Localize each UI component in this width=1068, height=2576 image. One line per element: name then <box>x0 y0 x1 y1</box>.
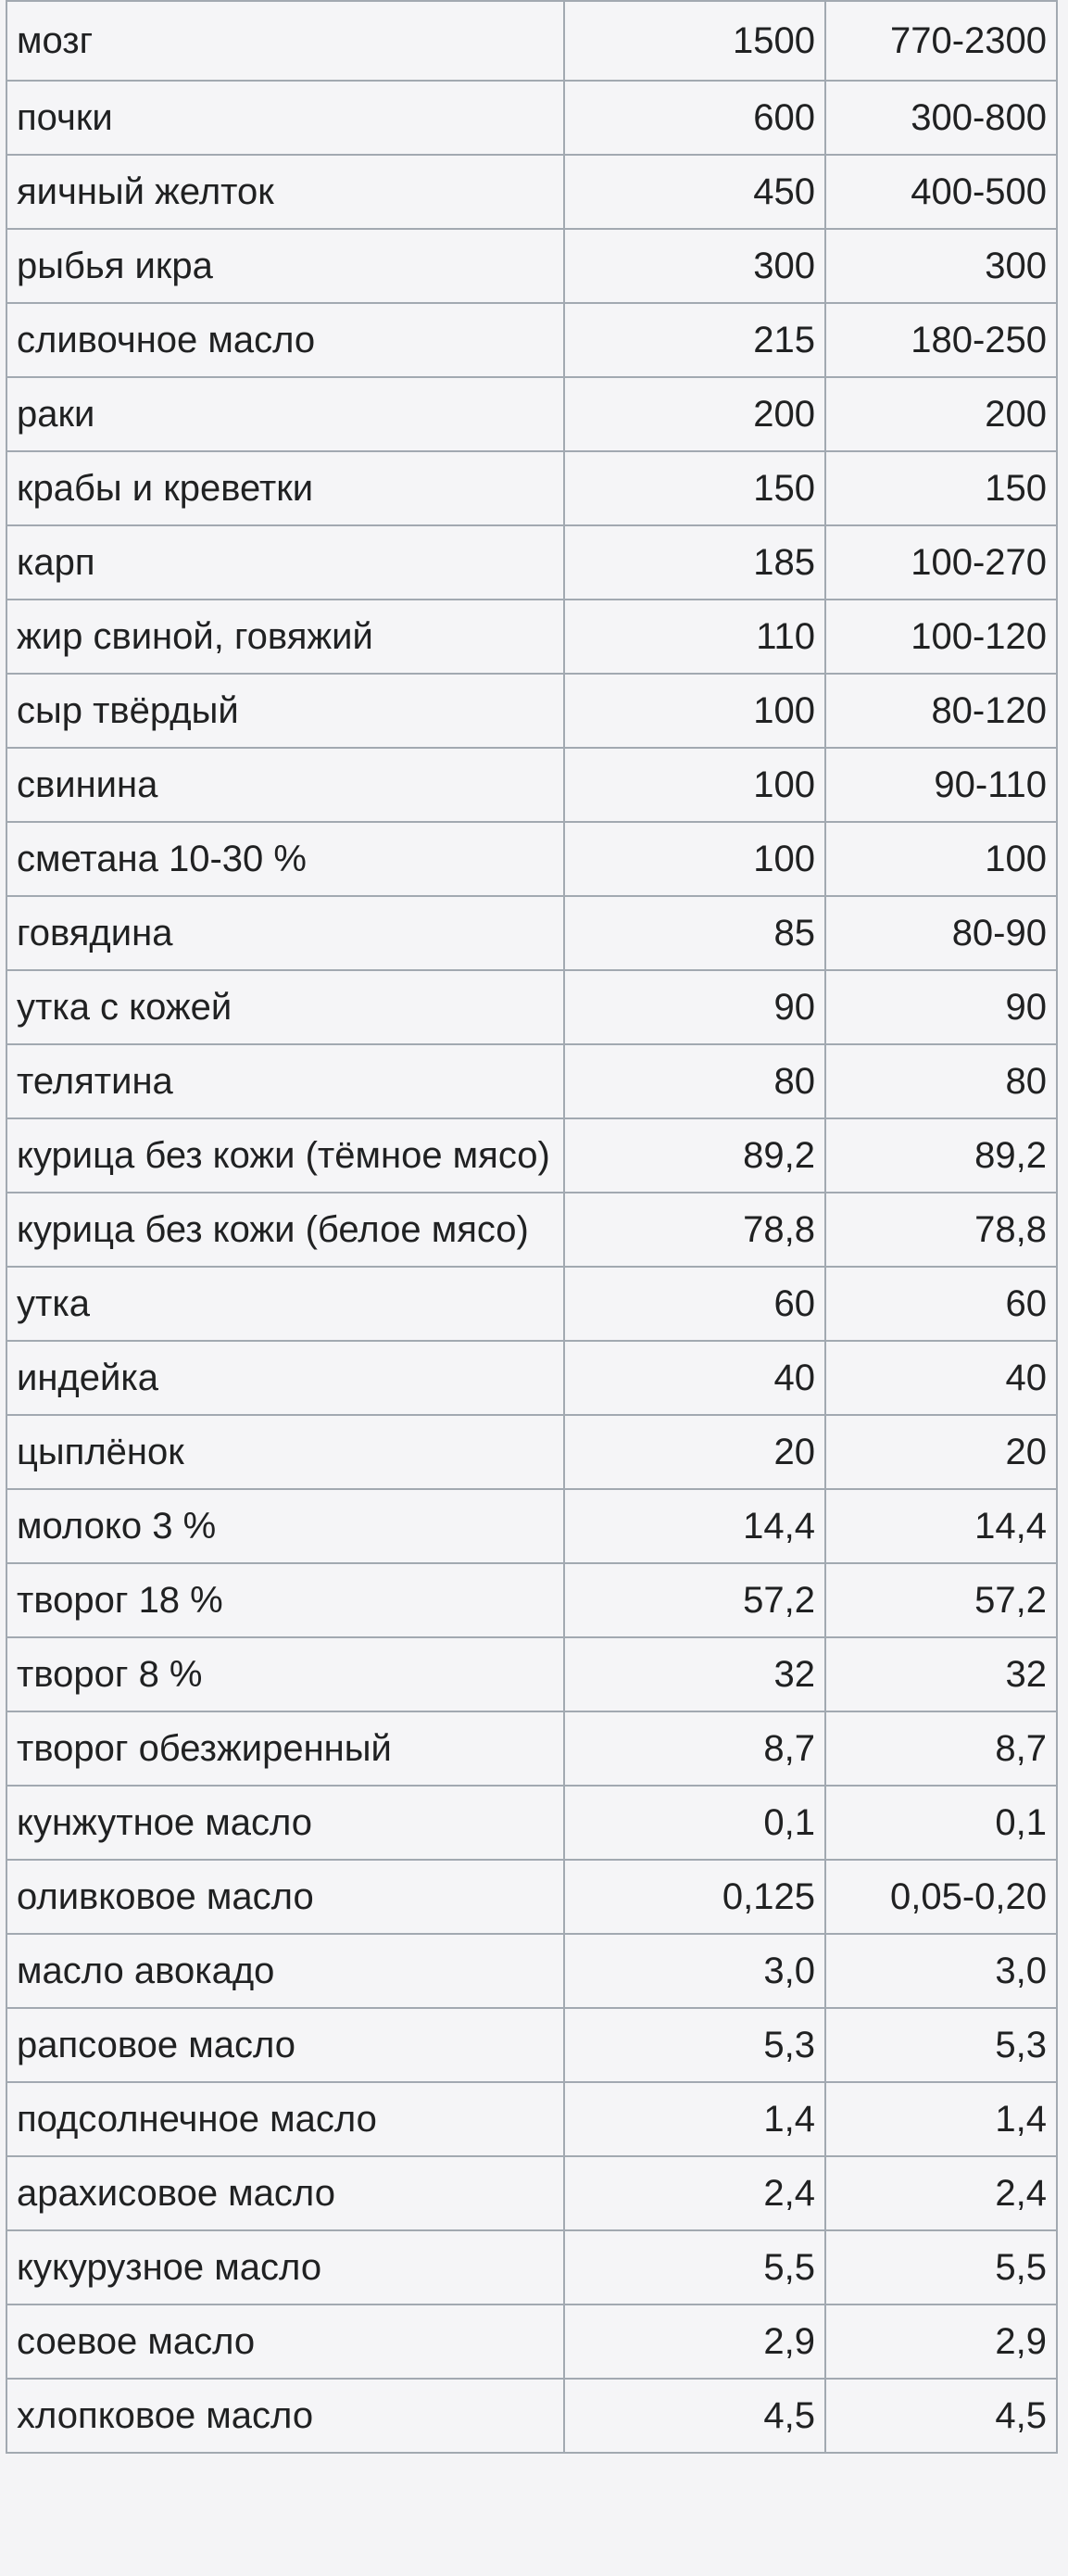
table-row <box>6 1563 1057 1637</box>
average-value-cell: 85 <box>564 896 825 970</box>
product-name-cell: цыплёнок <box>6 1415 564 1489</box>
average-value-cell: 100 <box>564 748 825 822</box>
table-row <box>6 1786 1057 1860</box>
product-name-cell: индейка <box>6 1341 564 1415</box>
range-value-cell: 180-250 <box>825 303 1057 377</box>
average-value-cell: 0,125 <box>564 1860 825 1934</box>
range-value-cell: 100-270 <box>825 525 1057 600</box>
product-name-cell: сливочное масло <box>6 303 564 377</box>
range-value-cell: 5,5 <box>825 2230 1057 2305</box>
table-row <box>6 2156 1057 2230</box>
range-value-cell: 60 <box>825 1267 1057 1341</box>
table-row <box>6 229 1057 303</box>
product-name-cell: кунжутное масло <box>6 1786 564 1860</box>
range-value-cell: 400-500 <box>825 155 1057 229</box>
table-row <box>6 1044 1057 1118</box>
table-row <box>6 1637 1057 1711</box>
average-value-cell: 215 <box>564 303 825 377</box>
range-value-cell: 2,9 <box>825 2305 1057 2379</box>
table-row <box>6 970 1057 1044</box>
range-value-cell: 150 <box>825 451 1057 525</box>
range-value-cell: 300 <box>825 229 1057 303</box>
product-name-cell: почки <box>6 81 564 155</box>
table-row <box>6 748 1057 822</box>
range-value-cell: 1,4 <box>825 2082 1057 2156</box>
range-value-cell: 80 <box>825 1044 1057 1118</box>
product-name-cell: сыр твёрдый <box>6 674 564 748</box>
average-value-cell: 4,5 <box>564 2379 825 2453</box>
table-row <box>6 2305 1057 2379</box>
table-row <box>6 1 1057 81</box>
table-row <box>6 2230 1057 2305</box>
range-value-cell: 78,8 <box>825 1193 1057 1267</box>
range-value-cell: 80-120 <box>825 674 1057 748</box>
average-value-cell: 8,7 <box>564 1711 825 1786</box>
range-value-cell: 32 <box>825 1637 1057 1711</box>
product-name-cell: крабы и креветки <box>6 451 564 525</box>
range-value-cell: 0,1 <box>825 1786 1057 1860</box>
average-value-cell: 100 <box>564 822 825 896</box>
table-row <box>6 600 1057 674</box>
average-value-cell: 3,0 <box>564 1934 825 2008</box>
average-value-cell: 5,3 <box>564 2008 825 2082</box>
average-value-cell: 57,2 <box>564 1563 825 1637</box>
range-value-cell: 14,4 <box>825 1489 1057 1563</box>
range-value-cell: 80-90 <box>825 896 1057 970</box>
table-row <box>6 1267 1057 1341</box>
product-name-cell: жир свиной, говяжий <box>6 600 564 674</box>
table-row <box>6 155 1057 229</box>
range-value-cell: 770-2300 <box>825 1 1057 81</box>
average-value-cell: 60 <box>564 1267 825 1341</box>
product-name-cell: кукурузное масло <box>6 2230 564 2305</box>
range-value-cell: 100-120 <box>825 600 1057 674</box>
range-value-cell: 5,3 <box>825 2008 1057 2082</box>
table-row <box>6 822 1057 896</box>
table-row <box>6 1118 1057 1193</box>
product-name-cell: творог 18 % <box>6 1563 564 1637</box>
table-row <box>6 303 1057 377</box>
table-row <box>6 1341 1057 1415</box>
average-value-cell: 0,1 <box>564 1786 825 1860</box>
average-value-cell: 300 <box>564 229 825 303</box>
product-name-cell: курица без кожи (белое мясо) <box>6 1193 564 1267</box>
average-value-cell: 89,2 <box>564 1118 825 1193</box>
product-name-cell: говядина <box>6 896 564 970</box>
table-row <box>6 525 1057 600</box>
table-row <box>6 1489 1057 1563</box>
product-name-cell: творог обезжиренный <box>6 1711 564 1786</box>
average-value-cell: 1,4 <box>564 2082 825 2156</box>
product-name-cell: яичный желток <box>6 155 564 229</box>
range-value-cell: 8,7 <box>825 1711 1057 1786</box>
range-value-cell: 2,4 <box>825 2156 1057 2230</box>
product-name-cell: мозг <box>6 1 564 81</box>
average-value-cell: 32 <box>564 1637 825 1711</box>
average-value-cell: 185 <box>564 525 825 600</box>
product-name-cell: утка с кожей <box>6 970 564 1044</box>
range-value-cell: 90-110 <box>825 748 1057 822</box>
average-value-cell: 200 <box>564 377 825 451</box>
average-value-cell: 20 <box>564 1415 825 1489</box>
product-name-cell: рыбья икра <box>6 229 564 303</box>
table-row <box>6 1860 1057 1934</box>
range-value-cell: 300-800 <box>825 81 1057 155</box>
range-value-cell: 89,2 <box>825 1118 1057 1193</box>
average-value-cell: 1500 <box>564 1 825 81</box>
table-row <box>6 896 1057 970</box>
table-row <box>6 674 1057 748</box>
product-name-cell: сметана 10-30 % <box>6 822 564 896</box>
product-name-cell: подсолнечное масло <box>6 2082 564 2156</box>
range-value-cell: 100 <box>825 822 1057 896</box>
average-value-cell: 80 <box>564 1044 825 1118</box>
table-row <box>6 2379 1057 2453</box>
average-value-cell: 100 <box>564 674 825 748</box>
product-name-cell: оливковое масло <box>6 1860 564 1934</box>
table-row <box>6 1193 1057 1267</box>
table-row <box>6 451 1057 525</box>
product-name-cell: телятина <box>6 1044 564 1118</box>
product-name-cell: хлопковое масло <box>6 2379 564 2453</box>
average-value-cell: 78,8 <box>564 1193 825 1267</box>
average-value-cell: 14,4 <box>564 1489 825 1563</box>
product-name-cell: масло авокадо <box>6 1934 564 2008</box>
product-name-cell: арахисовое масло <box>6 2156 564 2230</box>
product-name-cell: утка <box>6 1267 564 1341</box>
table-row <box>6 1415 1057 1489</box>
range-value-cell: 20 <box>825 1415 1057 1489</box>
average-value-cell: 600 <box>564 81 825 155</box>
product-name-cell: соевое масло <box>6 2305 564 2379</box>
average-value-cell: 150 <box>564 451 825 525</box>
table-row <box>6 2008 1057 2082</box>
cholesterol-content-table <box>6 0 1058 2454</box>
average-value-cell: 2,9 <box>564 2305 825 2379</box>
average-value-cell: 40 <box>564 1341 825 1415</box>
table-row <box>6 377 1057 451</box>
table-row <box>6 2082 1057 2156</box>
range-value-cell: 57,2 <box>825 1563 1057 1637</box>
product-name-cell: свинина <box>6 748 564 822</box>
range-value-cell: 200 <box>825 377 1057 451</box>
product-name-cell: творог 8 % <box>6 1637 564 1711</box>
range-value-cell: 40 <box>825 1341 1057 1415</box>
average-value-cell: 450 <box>564 155 825 229</box>
table-body <box>6 1 1057 2453</box>
average-value-cell: 2,4 <box>564 2156 825 2230</box>
product-name-cell: курица без кожи (тёмное мясо) <box>6 1118 564 1193</box>
product-name-cell: карп <box>6 525 564 600</box>
average-value-cell: 5,5 <box>564 2230 825 2305</box>
range-value-cell: 4,5 <box>825 2379 1057 2453</box>
average-value-cell: 90 <box>564 970 825 1044</box>
product-name-cell: рапсовое масло <box>6 2008 564 2082</box>
table-row <box>6 1711 1057 1786</box>
table-row <box>6 81 1057 155</box>
cholesterol-content-table-container <box>6 0 1056 2454</box>
range-value-cell: 3,0 <box>825 1934 1057 2008</box>
table-row <box>6 1934 1057 2008</box>
product-name-cell: молоко 3 % <box>6 1489 564 1563</box>
average-value-cell: 110 <box>564 600 825 674</box>
range-value-cell: 90 <box>825 970 1057 1044</box>
product-name-cell: раки <box>6 377 564 451</box>
range-value-cell: 0,05-0,20 <box>825 1860 1057 1934</box>
